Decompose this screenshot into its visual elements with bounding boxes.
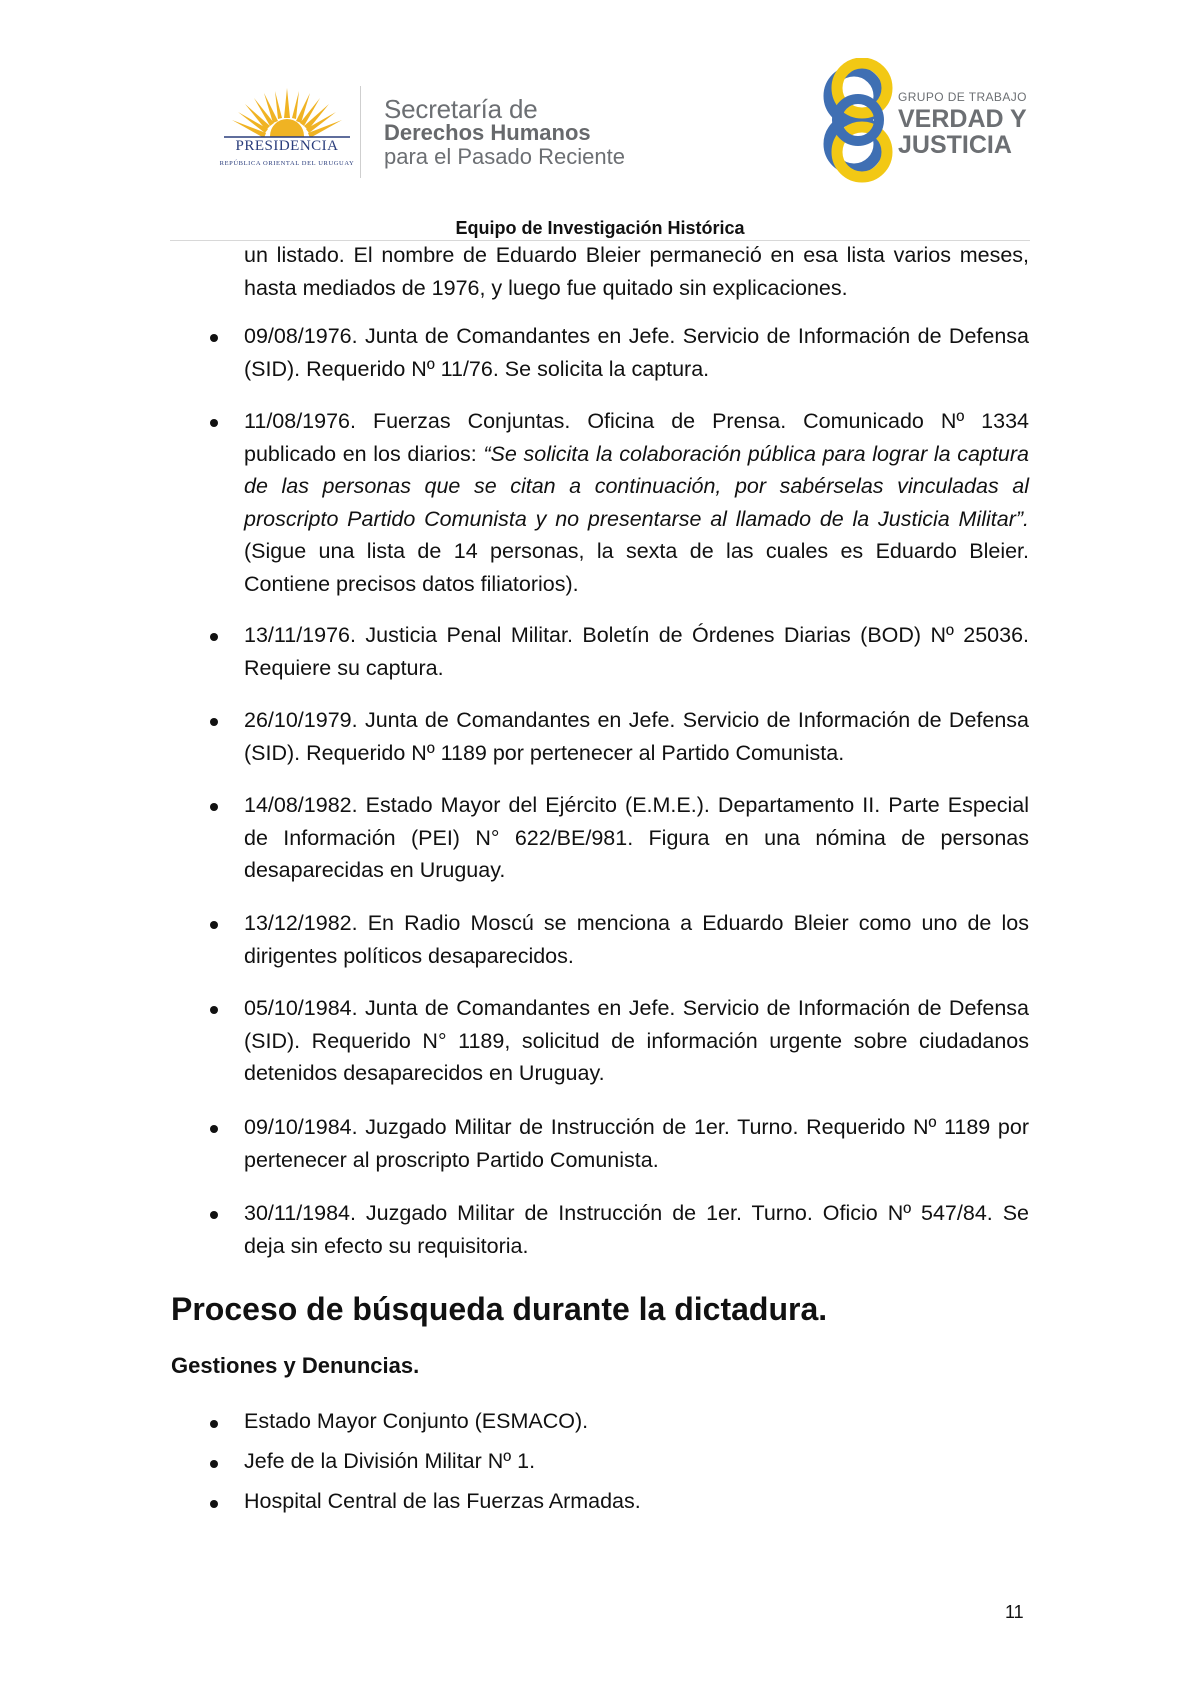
gestiones-list: [0, 1405, 1191, 1525]
event-text: [244, 405, 1029, 600]
list-item: [0, 1485, 1191, 1525]
bullet-icon: [210, 1125, 218, 1133]
secretaria-line-3: para el Pasado Reciente: [384, 144, 625, 169]
rings-icon: [822, 58, 894, 183]
list-item-text: Jefe de la División Militar Nº 1.: [244, 1449, 536, 1473]
sun-icon: [212, 86, 362, 146]
presidencia-logo: [212, 86, 362, 176]
page-header: [0, 0, 1191, 240]
bullet-icon: [210, 1420, 218, 1428]
logo-divider: [360, 86, 361, 178]
section-title: Proceso de búsqueda durante la dictadura.: [171, 1291, 828, 1327]
page-number: 11: [1005, 1602, 1024, 1622]
bullet-icon: [210, 1500, 218, 1508]
event-text: 09/10/1984. Juzgado Militar de Instrucción de 1er. Turno. Requerido Nº 1189 por pertenecer al proscripto Partido Comunista.: [244, 1115, 1029, 1172]
bullet-icon: [210, 718, 218, 726]
grupo-line-2: VERDAD Y: [898, 105, 1027, 133]
team-title: Equipo de Investigación Histórica: [455, 218, 745, 238]
event-text: 05/10/1984. Junta de Comandantes en Jefe. Servicio de Información de Defensa (SID). Requerido N° 1189, solicitud de información urgente sobre ciudadanos detenidos desaparecidos en Uruguay.: [244, 996, 1029, 1085]
event-text-tail: (Sigue una lista de 14 personas, la sexta de las cuales es Eduardo Bleier. Contiene precisos datos filiatorios).: [244, 539, 1029, 596]
bullet-icon: [210, 1006, 218, 1014]
grupo-line-3: JUSTICIA: [898, 131, 1012, 159]
verdad-justicia-logo: [822, 58, 1032, 183]
secretaria-line-2: Derechos Humanos: [384, 120, 591, 145]
presidencia-subtitle: REPÚBLICA ORIENTAL DEL URUGUAY: [219, 160, 355, 167]
bullet-icon: [210, 1460, 218, 1468]
presidencia-name: PRESIDENCIA: [235, 138, 339, 154]
bullet-icon: [210, 1211, 218, 1219]
subsection-title: Gestiones y Denuncias.: [171, 1353, 420, 1378]
list-item-text: Hospital Central de las Fuerzas Armadas.: [244, 1489, 641, 1513]
bullet-icon: [210, 334, 218, 342]
event-text: 14/08/1982. Estado Mayor del Ejército (E.M.E.). Departamento II. Parte Especial de Información (PEI) N° 622/BE/981. Figura en una nómina de personas desaparecidas en Uruguay.: [244, 793, 1029, 882]
intro-continuation: un listado. El nombre de Eduardo Bleier permaneció en esa lista varios meses, hasta mediados de 1976, y luego fue quitado sin explicaciones.: [244, 243, 1029, 300]
event-text: 09/08/1976. Junta de Comandantes en Jefe. Servicio de Información de Defensa (SID). Requerido Nº 11/76. Se solicita la captura.: [244, 324, 1029, 381]
secretaria-line-1: Secretaría de: [384, 94, 538, 124]
bullet-icon: [210, 419, 218, 427]
bullet-icon: [210, 803, 218, 811]
bullet-icon: [210, 633, 218, 641]
event-text: 30/11/1984. Juzgado Militar de Instrucción de 1er. Turno. Oficio Nº 547/84. Se deja sin efecto su requisitoria.: [244, 1201, 1029, 1258]
verdad-justicia-text: [898, 90, 1027, 158]
event-text-lead: 11/08/1976. Fuerzas Conjuntas. Oficina de Prensa. Comunicado Nº 1334 publicado en los diarios:: [244, 409, 1029, 466]
event-text: 13/11/1976. Justicia Penal Militar. Boletín de Órdenes Diarias (BOD) Nº 25036. Requiere su captura.: [244, 623, 1029, 680]
list-item: [0, 1405, 1191, 1445]
event-text: 13/12/1982. En Radio Moscú se menciona a Eduardo Bleier como uno de los dirigentes políticos desaparecidos.: [244, 911, 1029, 968]
bullet-icon: [210, 921, 218, 929]
event-text: 26/10/1979. Junta de Comandantes en Jefe. Servicio de Información de Defensa (SID). Requerido Nº 1189 por pertenecer al Partido Comunista.: [244, 708, 1029, 765]
list-item: [0, 1445, 1191, 1485]
grupo-line-1: GRUPO DE TRABAJO: [898, 90, 1027, 104]
secretaria-logo-text: [384, 94, 625, 169]
list-item-text: Estado Mayor Conjunto (ESMACO).: [244, 1409, 589, 1433]
event-quote: “Se solicita la colaboración pública para lograr la captura de las personas que se citan a continuación, por sabérselas vinculadas al proscripto Partido Comunista y no presentarse al llamado de la Justicia Militar”.: [244, 441, 1029, 531]
